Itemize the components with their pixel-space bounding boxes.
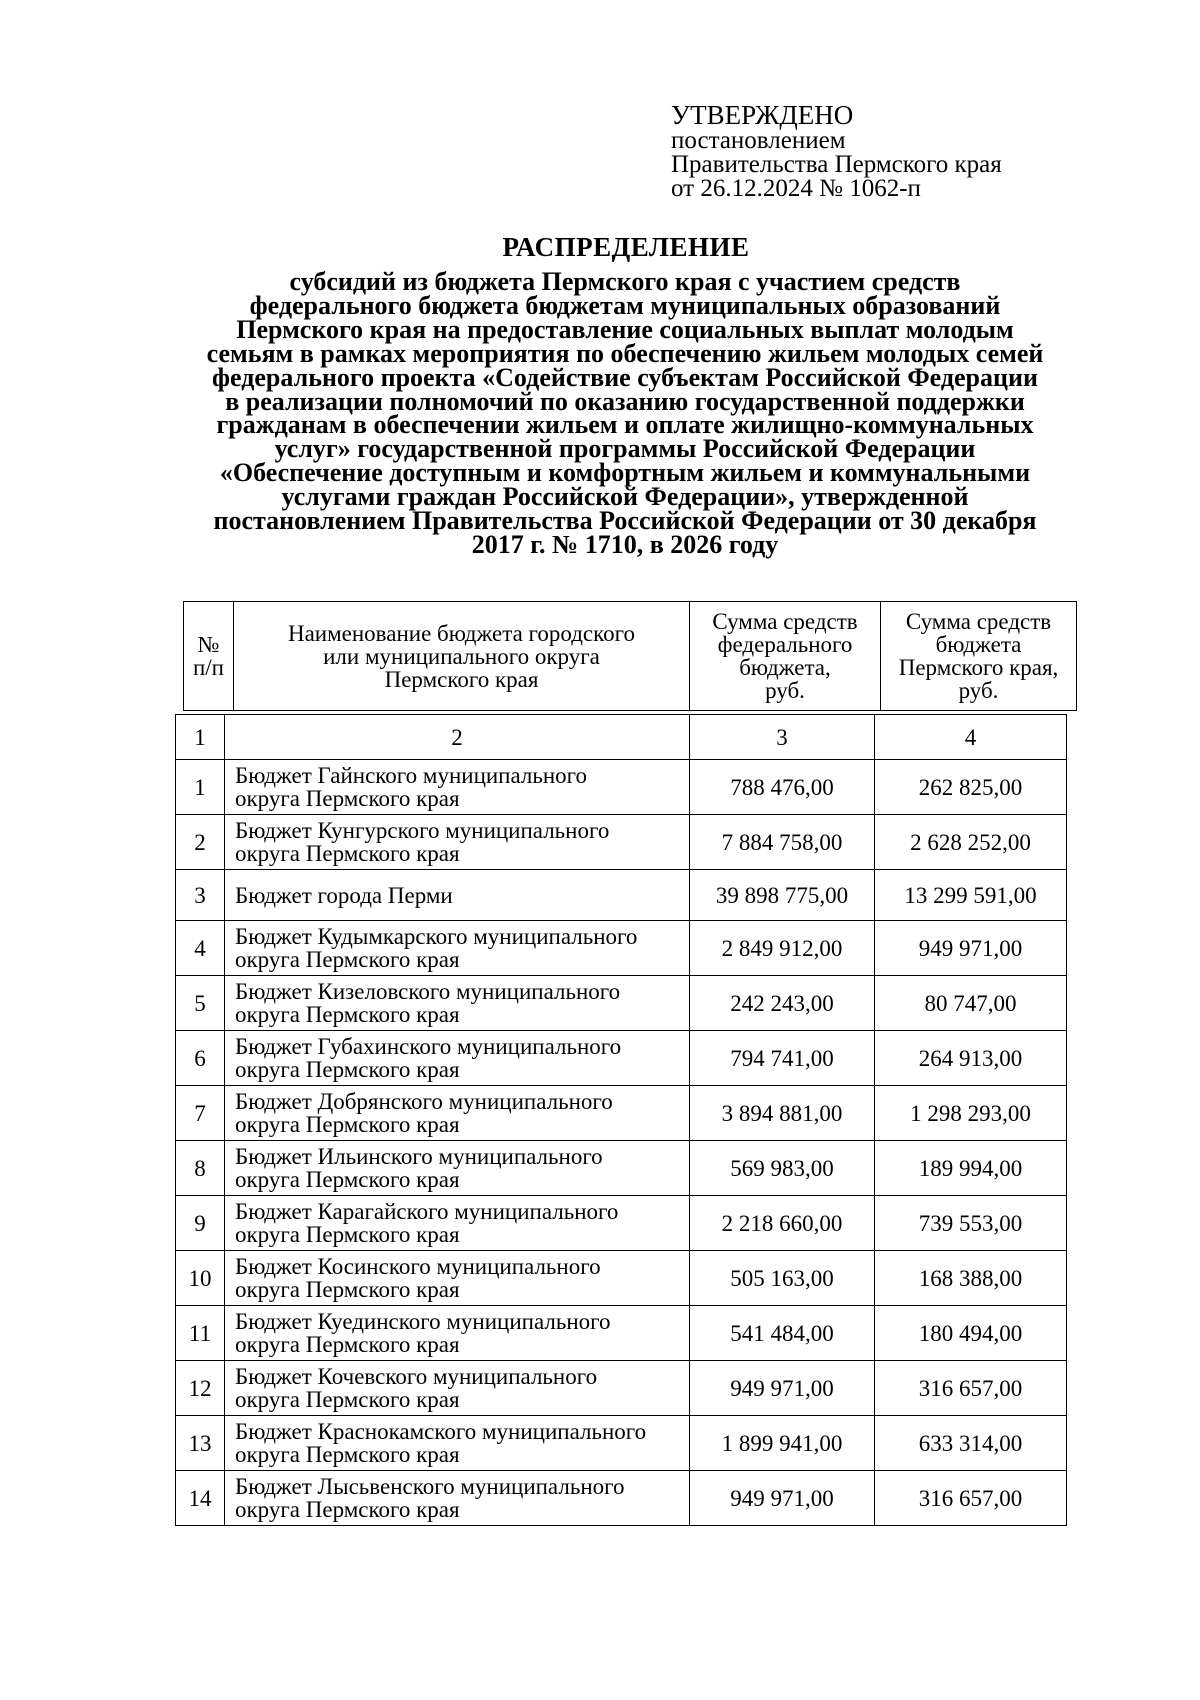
budget-name: Бюджет Ильинского муниципального округа Пермского края bbox=[225, 1141, 690, 1196]
header-num: № п/п bbox=[184, 602, 234, 711]
regional-amount: 168 388,00 bbox=[875, 1251, 1067, 1306]
approval-line: Правительства Пермского края bbox=[671, 151, 1002, 178]
federal-amount: 949 971,00 bbox=[690, 1471, 875, 1526]
document-subtitle bbox=[160, 267, 1090, 559]
row-number: 9 bbox=[176, 1196, 225, 1251]
regional-amount: 180 494,00 bbox=[875, 1306, 1067, 1361]
header-row bbox=[184, 602, 1077, 711]
row-number: 3 bbox=[176, 870, 225, 921]
subtitle-line: федерального бюджета бюджетам муниципальных образований bbox=[249, 290, 1001, 320]
regional-amount: 316 657,00 bbox=[875, 1361, 1067, 1416]
federal-amount: 242 243,00 bbox=[690, 976, 875, 1031]
subtitle-line: услугами граждан Российской Федерации», утвержденной bbox=[281, 482, 969, 512]
subtitle-line: субсидий из бюджета Пермского края с участием средств bbox=[289, 267, 961, 296]
regional-amount: 80 747,00 bbox=[875, 976, 1067, 1031]
regional-amount: 633 314,00 bbox=[875, 1416, 1067, 1471]
budget-name: Бюджет Кудымкарского муниципального округа Пермского края bbox=[225, 921, 690, 976]
regional-amount: 264 913,00 bbox=[875, 1031, 1067, 1086]
approval-stamp bbox=[671, 101, 1002, 201]
table-row bbox=[176, 1196, 1067, 1251]
regional-amount: 262 825,00 bbox=[875, 760, 1067, 815]
subtitle-line: постановлением Правительства Российской Федерации от 30 декабря bbox=[213, 506, 1037, 536]
table-row bbox=[176, 1361, 1067, 1416]
budget-name: Бюджет Лысьвенского муниципального округа Пермского края bbox=[225, 1471, 690, 1526]
approval-line: постановлением bbox=[671, 127, 846, 154]
regional-amount: 949 971,00 bbox=[875, 921, 1067, 976]
subtitle-line: 2017 г. № 1710, в 2026 году bbox=[471, 529, 779, 559]
budget-name: Бюджет Косинского муниципального округа Пермского края bbox=[225, 1251, 690, 1306]
row-number: 7 bbox=[176, 1086, 225, 1141]
column-number: 4 bbox=[875, 715, 1067, 760]
header-name: Наименование бюджета городского или муниципального округа Пермского края bbox=[234, 602, 690, 711]
subtitle-line: в реализации полномочий по оказанию государственной поддержки bbox=[225, 386, 1025, 416]
regional-amount: 2 628 252,00 bbox=[875, 815, 1067, 870]
row-number: 14 bbox=[176, 1471, 225, 1526]
column-number: 3 bbox=[690, 715, 875, 760]
column-number: 1 bbox=[176, 715, 225, 760]
row-number: 10 bbox=[176, 1251, 225, 1306]
federal-amount: 569 983,00 bbox=[690, 1141, 875, 1196]
row-number: 8 bbox=[176, 1141, 225, 1196]
federal-amount: 505 163,00 bbox=[690, 1251, 875, 1306]
column-number: 2 bbox=[225, 715, 690, 760]
federal-amount: 3 894 881,00 bbox=[690, 1086, 875, 1141]
subtitle-line: гражданам в обеспечении жильем и оплате жилищно-коммунальных bbox=[216, 410, 1034, 440]
table-row bbox=[176, 1251, 1067, 1306]
federal-amount: 794 741,00 bbox=[690, 1031, 875, 1086]
header-regional: Сумма средств бюджета Пермского края, руб. bbox=[881, 602, 1077, 711]
budget-name: Бюджет Кизеловского муниципального округа Пермского края bbox=[225, 976, 690, 1031]
table-row bbox=[176, 1141, 1067, 1196]
row-number: 1 bbox=[176, 760, 225, 815]
row-number: 12 bbox=[176, 1361, 225, 1416]
header-federal: Сумма средств федерального бюджета, руб. bbox=[690, 602, 881, 711]
row-number: 11 bbox=[176, 1306, 225, 1361]
table-row bbox=[176, 921, 1067, 976]
regional-amount: 316 657,00 bbox=[875, 1471, 1067, 1526]
federal-amount: 788 476,00 bbox=[690, 760, 875, 815]
regional-amount: 1 298 293,00 bbox=[875, 1086, 1067, 1141]
budget-name: Бюджет Губахинского муниципального округа Пермского края bbox=[225, 1031, 690, 1086]
regional-amount: 189 994,00 bbox=[875, 1141, 1067, 1196]
regional-amount: 739 553,00 bbox=[875, 1196, 1067, 1251]
table-row bbox=[176, 1471, 1067, 1526]
row-number: 6 bbox=[176, 1031, 225, 1086]
approval-line: от 26.12.2024 № 1062-п bbox=[671, 175, 921, 202]
column-number-row bbox=[176, 715, 1067, 760]
budget-name: Бюджет Карагайского муниципального округа Пермского края bbox=[225, 1196, 690, 1251]
subtitle-line: Пермского края на предоставление социальных выплат молодым bbox=[236, 314, 1014, 344]
federal-amount: 949 971,00 bbox=[690, 1361, 875, 1416]
subtitle-line: услуг» государственной программы Российской Федерации bbox=[274, 434, 976, 464]
federal-amount: 7 884 758,00 bbox=[690, 815, 875, 870]
budget-name: Бюджет Куединского муниципального округа Пермского края bbox=[225, 1306, 690, 1361]
budget-name: Бюджет Гайнского муниципального округа Пермского края bbox=[225, 760, 690, 815]
table-row bbox=[176, 815, 1067, 870]
budget-name: Бюджет города Перми bbox=[225, 870, 690, 921]
budget-name: Бюджет Краснокамского муниципального округа Пермского края bbox=[225, 1416, 690, 1471]
table-row bbox=[176, 1031, 1067, 1086]
regional-amount: 13 299 591,00 bbox=[875, 870, 1067, 921]
budget-name: Бюджет Кунгурского муниципального округа Пермского края bbox=[225, 815, 690, 870]
table-row bbox=[176, 760, 1067, 815]
federal-amount: 2 218 660,00 bbox=[690, 1196, 875, 1251]
federal-amount: 2 849 912,00 bbox=[690, 921, 875, 976]
row-number: 5 bbox=[176, 976, 225, 1031]
federal-amount: 1 899 941,00 bbox=[690, 1416, 875, 1471]
budget-name: Бюджет Кочевского муниципального округа Пермского края bbox=[225, 1361, 690, 1416]
table-row bbox=[176, 870, 1067, 921]
budget-name: Бюджет Добрянского муниципального округа Пермского края bbox=[225, 1086, 690, 1141]
federal-amount: 541 484,00 bbox=[690, 1306, 875, 1361]
subtitle-line: федерального проекта «Содействие субъектам Российской Федерации bbox=[212, 362, 1038, 392]
table-row bbox=[176, 1416, 1067, 1471]
subtitle-line: семьям в рамках мероприятия по обеспечению жильем молодых семей bbox=[206, 338, 1044, 368]
row-number: 2 bbox=[176, 815, 225, 870]
table-row bbox=[176, 1086, 1067, 1141]
approval-heading: УТВЕРЖДЕНО bbox=[671, 100, 854, 130]
federal-amount: 39 898 775,00 bbox=[690, 870, 875, 921]
allocation-table bbox=[175, 714, 1067, 1526]
table-row bbox=[176, 976, 1067, 1031]
table-row bbox=[176, 1306, 1067, 1361]
subtitle-line: «Обеспечение доступным и комфортным жильем и коммунальными bbox=[219, 458, 1031, 488]
row-number: 4 bbox=[176, 921, 225, 976]
document-title: РАСПРЕДЕЛЕНИЕ bbox=[502, 232, 750, 262]
table-header bbox=[183, 601, 1077, 711]
row-number: 13 bbox=[176, 1416, 225, 1471]
